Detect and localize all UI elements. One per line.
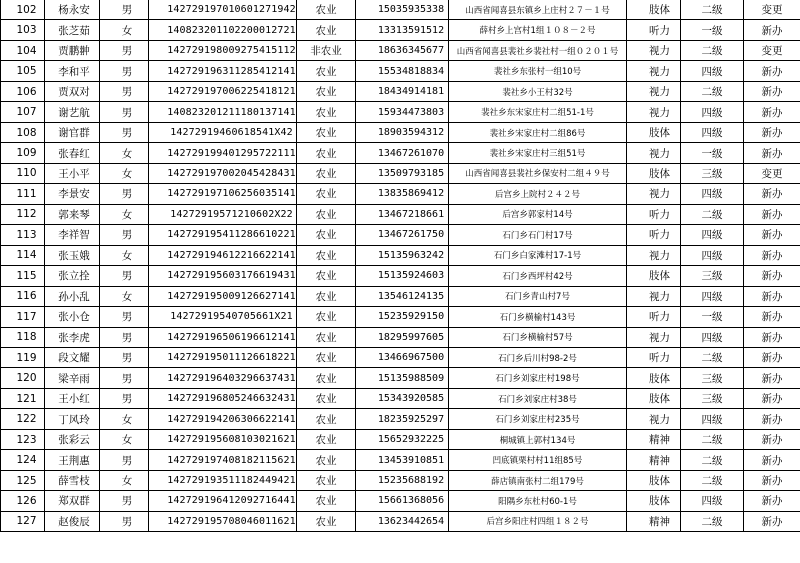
- sex-cell: 男: [100, 368, 149, 388]
- row-number-cell: 111: [1, 184, 45, 204]
- action-cell: 新办: [744, 307, 800, 327]
- table-row: [1, 450, 800, 470]
- row-number-cell: 113: [1, 225, 45, 245]
- name-cell: 孙小乱: [45, 286, 100, 306]
- row-number-cell: 108: [1, 122, 45, 142]
- disability-type-cell: 视力: [627, 245, 681, 265]
- id-number-cell: 140823201211180137141: [149, 102, 297, 122]
- row-number-cell: 124: [1, 450, 45, 470]
- row-number-cell: 102: [1, 0, 45, 20]
- address-cell: 裴社乡宋家庄村二组86号: [449, 122, 627, 142]
- action-cell: 新办: [744, 20, 800, 40]
- table-body: [1, 0, 800, 532]
- household-type-cell: 农业: [297, 122, 356, 142]
- household-type-cell: 非农业: [297, 40, 356, 60]
- row-number-cell: 103: [1, 20, 45, 40]
- address-cell: 石门乡石门村17号: [449, 225, 627, 245]
- action-cell: 新办: [744, 347, 800, 367]
- name-cell: 王荆惠: [45, 450, 100, 470]
- household-type-cell: 农业: [297, 266, 356, 286]
- sex-cell: 女: [100, 204, 149, 224]
- address-cell: 石门乡青山村7号: [449, 286, 627, 306]
- disability-type-cell: 肢体: [627, 0, 681, 20]
- sex-cell: 男: [100, 102, 149, 122]
- table-row: [1, 122, 800, 142]
- name-cell: 谢艺航: [45, 102, 100, 122]
- row-number-cell: 118: [1, 327, 45, 347]
- household-type-cell: 农业: [297, 511, 356, 531]
- sex-cell: 女: [100, 470, 149, 490]
- disability-type-cell: 视力: [627, 286, 681, 306]
- id-number-cell: 142729197006225418121: [149, 81, 297, 101]
- address-cell: 后宫乡上院村２４２号: [449, 184, 627, 204]
- row-number-cell: 117: [1, 307, 45, 327]
- name-cell: 张芝茹: [45, 20, 100, 40]
- name-cell: 张李虎: [45, 327, 100, 347]
- table-row: [1, 266, 800, 286]
- sex-cell: 男: [100, 347, 149, 367]
- row-number-cell: 119: [1, 347, 45, 367]
- household-type-cell: 农业: [297, 0, 356, 20]
- disability-type-cell: 精神: [627, 450, 681, 470]
- action-cell: 新办: [744, 511, 800, 531]
- sex-cell: 女: [100, 245, 149, 265]
- action-cell: 新办: [744, 491, 800, 511]
- table-row: [1, 491, 800, 511]
- address-cell: 桐城镇上郭村134号: [449, 429, 627, 449]
- sex-cell: 男: [100, 388, 149, 408]
- table-row: [1, 184, 800, 204]
- id-number-cell: 142729196403296637431: [149, 368, 297, 388]
- phone-cell: 13466967500: [356, 347, 449, 367]
- disability-level-cell: 三级: [681, 388, 744, 408]
- disability-level-cell: 四级: [681, 327, 744, 347]
- name-cell: 赵俊辰: [45, 511, 100, 531]
- name-cell: 张玉娥: [45, 245, 100, 265]
- action-cell: 新办: [744, 327, 800, 347]
- row-number-cell: 126: [1, 491, 45, 511]
- table-row: [1, 61, 800, 81]
- sex-cell: 男: [100, 122, 149, 142]
- table-row: [1, 470, 800, 490]
- disability-level-cell: 二级: [681, 40, 744, 60]
- id-number-cell: 142729197408182115621: [149, 450, 297, 470]
- id-number-cell: 14272919540705661X21: [149, 307, 297, 327]
- table-row: [1, 81, 800, 101]
- household-type-cell: 农业: [297, 307, 356, 327]
- disability-level-cell: 四级: [681, 225, 744, 245]
- household-type-cell: 农业: [297, 20, 356, 40]
- name-cell: 段文耀: [45, 347, 100, 367]
- disability-level-cell: 四级: [681, 245, 744, 265]
- address-cell: 石门乡刘家庄村38号: [449, 388, 627, 408]
- sex-cell: 男: [100, 450, 149, 470]
- row-number-cell: 114: [1, 245, 45, 265]
- action-cell: 新办: [744, 61, 800, 81]
- row-number-cell: 121: [1, 388, 45, 408]
- row-number-cell: 127: [1, 511, 45, 531]
- household-type-cell: 农业: [297, 143, 356, 163]
- disability-level-cell: 四级: [681, 286, 744, 306]
- name-cell: 李祥智: [45, 225, 100, 245]
- id-number-cell: 142729194612216622141: [149, 245, 297, 265]
- action-cell: 新办: [744, 245, 800, 265]
- address-cell: 石门乡后川村98-2号: [449, 347, 627, 367]
- phone-cell: 15652932225: [356, 429, 449, 449]
- household-type-cell: 农业: [297, 429, 356, 449]
- address-cell: 裴社乡东张村一组10号: [449, 61, 627, 81]
- id-number-cell: 142729199401295722111: [149, 143, 297, 163]
- sex-cell: 男: [100, 491, 149, 511]
- action-cell: 新办: [744, 266, 800, 286]
- disability-type-cell: 肢体: [627, 122, 681, 142]
- action-cell: 新办: [744, 388, 800, 408]
- table-row: [1, 225, 800, 245]
- id-number-cell: 142729196506196612141: [149, 327, 297, 347]
- id-number-cell: 142729195708046011621: [149, 511, 297, 531]
- phone-cell: 15934473803: [356, 102, 449, 122]
- disability-type-cell: 视力: [627, 184, 681, 204]
- disability-level-cell: 三级: [681, 163, 744, 183]
- table-row: [1, 327, 800, 347]
- disability-type-cell: 视力: [627, 61, 681, 81]
- name-cell: 张立拴: [45, 266, 100, 286]
- action-cell: 新办: [744, 143, 800, 163]
- disability-type-cell: 精神: [627, 429, 681, 449]
- name-cell: 张彩云: [45, 429, 100, 449]
- phone-cell: 15035935338: [356, 0, 449, 20]
- action-cell: 变更: [744, 40, 800, 60]
- disability-type-cell: 肢体: [627, 368, 681, 388]
- id-number-cell: 142729196311285412141: [149, 61, 297, 81]
- row-number-cell: 122: [1, 409, 45, 429]
- disability-type-cell: 精神: [627, 511, 681, 531]
- sex-cell: 男: [100, 184, 149, 204]
- household-type-cell: 农业: [297, 388, 356, 408]
- row-number-cell: 123: [1, 429, 45, 449]
- row-number-cell: 109: [1, 143, 45, 163]
- id-number-cell: 142729195011126618221: [149, 347, 297, 367]
- disability-type-cell: 肢体: [627, 470, 681, 490]
- disability-level-cell: 四级: [681, 122, 744, 142]
- sex-cell: 男: [100, 0, 149, 20]
- disability-type-cell: 视力: [627, 102, 681, 122]
- address-cell: 山西省闻喜县东镇乡上庄村２７－１号: [449, 0, 627, 20]
- action-cell: 新办: [744, 204, 800, 224]
- sex-cell: 男: [100, 266, 149, 286]
- disability-level-cell: 二级: [681, 511, 744, 531]
- disability-level-cell: 二级: [681, 470, 744, 490]
- name-cell: 李和平: [45, 61, 100, 81]
- id-number-cell: 142729196805246632431: [149, 388, 297, 408]
- id-number-cell: 142729196412092716441: [149, 491, 297, 511]
- table-row: [1, 143, 800, 163]
- address-cell: 裴社乡小王村32号: [449, 81, 627, 101]
- address-cell: 后宫乡郭家村14号: [449, 204, 627, 224]
- phone-cell: 13835869412: [356, 184, 449, 204]
- disability-level-cell: 二级: [681, 0, 744, 20]
- address-cell: 薛村乡上宫村1组１０８－２号: [449, 20, 627, 40]
- disability-type-cell: 听力: [627, 225, 681, 245]
- disability-type-cell: 肢体: [627, 491, 681, 511]
- disability-level-cell: 一级: [681, 20, 744, 40]
- disability-level-cell: 二级: [681, 204, 744, 224]
- phone-cell: 15135988509: [356, 368, 449, 388]
- row-number-cell: 120: [1, 368, 45, 388]
- table-row: [1, 0, 800, 20]
- id-number-cell: 140823201102200012721: [149, 20, 297, 40]
- name-cell: 谢官群: [45, 122, 100, 142]
- disability-type-cell: 肢体: [627, 163, 681, 183]
- row-number-cell: 125: [1, 470, 45, 490]
- address-cell: 石门乡横榆村143号: [449, 307, 627, 327]
- action-cell: 新办: [744, 450, 800, 470]
- disability-level-cell: 四级: [681, 61, 744, 81]
- address-cell: 石门乡刘家庄村198号: [449, 368, 627, 388]
- sex-cell: 男: [100, 61, 149, 81]
- table-row: [1, 368, 800, 388]
- disability-type-cell: 听力: [627, 20, 681, 40]
- name-cell: 张春红: [45, 143, 100, 163]
- disability-level-cell: 一级: [681, 143, 744, 163]
- id-number-cell: 142729195009126627141: [149, 286, 297, 306]
- phone-cell: 15534818834: [356, 61, 449, 81]
- disability-type-cell: 听力: [627, 307, 681, 327]
- disability-type-cell: 听力: [627, 204, 681, 224]
- phone-cell: 13623442654: [356, 511, 449, 531]
- table-row: [1, 409, 800, 429]
- household-type-cell: 农业: [297, 81, 356, 101]
- disability-level-cell: 二级: [681, 347, 744, 367]
- name-cell: 王小平: [45, 163, 100, 183]
- disability-level-cell: 二级: [681, 429, 744, 449]
- household-type-cell: 农业: [297, 470, 356, 490]
- sex-cell: 男: [100, 327, 149, 347]
- id-number-cell: 142729195603176619431: [149, 266, 297, 286]
- sex-cell: 男: [100, 307, 149, 327]
- id-number-cell: 142729194206306622141: [149, 409, 297, 429]
- id-number-cell: 142729198009275415112: [149, 40, 297, 60]
- address-cell: 山西省闻喜县裴社乡裴社村一组０２０１号: [449, 40, 627, 60]
- address-cell: 石门乡横榆村57号: [449, 327, 627, 347]
- household-type-cell: 农业: [297, 184, 356, 204]
- household-type-cell: 农业: [297, 102, 356, 122]
- sex-cell: 男: [100, 81, 149, 101]
- action-cell: 变更: [744, 0, 800, 20]
- household-type-cell: 农业: [297, 163, 356, 183]
- table-row: [1, 511, 800, 531]
- disability-level-cell: 四级: [681, 184, 744, 204]
- name-cell: 杨永安: [45, 0, 100, 20]
- household-type-cell: 农业: [297, 61, 356, 81]
- household-type-cell: 农业: [297, 204, 356, 224]
- id-number-cell: 14272919460618541X42: [149, 122, 297, 142]
- table-row: [1, 204, 800, 224]
- disability-type-cell: 视力: [627, 327, 681, 347]
- action-cell: 新办: [744, 368, 800, 388]
- disability-type-cell: 肢体: [627, 266, 681, 286]
- phone-cell: 15235929150: [356, 307, 449, 327]
- phone-cell: 18235925297: [356, 409, 449, 429]
- sex-cell: 女: [100, 143, 149, 163]
- phone-cell: 13467218661: [356, 204, 449, 224]
- phone-cell: 13453910851: [356, 450, 449, 470]
- id-number-cell: 142729195411286610221: [149, 225, 297, 245]
- action-cell: 新办: [744, 409, 800, 429]
- sex-cell: 男: [100, 511, 149, 531]
- disability-level-cell: 四级: [681, 102, 744, 122]
- household-type-cell: 农业: [297, 347, 356, 367]
- phone-cell: 18434914181: [356, 81, 449, 101]
- phone-cell: 13546124135: [356, 286, 449, 306]
- table-row: [1, 429, 800, 449]
- row-number-cell: 110: [1, 163, 45, 183]
- action-cell: 新办: [744, 122, 800, 142]
- phone-cell: 13467261070: [356, 143, 449, 163]
- phone-cell: 15343920585: [356, 388, 449, 408]
- disability-type-cell: 视力: [627, 40, 681, 60]
- phone-cell: 18903594312: [356, 122, 449, 142]
- table-row: [1, 307, 800, 327]
- disability-type-cell: 肢体: [627, 388, 681, 408]
- address-cell: 山西省闻喜县裴社乡保安村二组４９号: [449, 163, 627, 183]
- disability-level-cell: 四级: [681, 491, 744, 511]
- table-row: [1, 102, 800, 122]
- disability-type-cell: 听力: [627, 347, 681, 367]
- address-cell: 裴社乡宋家庄村三组51号: [449, 143, 627, 163]
- disability-type-cell: 视力: [627, 409, 681, 429]
- id-number-cell: 142729195608103021621: [149, 429, 297, 449]
- name-cell: 薛雪枝: [45, 470, 100, 490]
- action-cell: 新办: [744, 286, 800, 306]
- sex-cell: 女: [100, 429, 149, 449]
- disability-level-cell: 三级: [681, 266, 744, 286]
- household-type-cell: 农业: [297, 491, 356, 511]
- name-cell: 丁风玲: [45, 409, 100, 429]
- household-type-cell: 农业: [297, 450, 356, 470]
- phone-cell: 18295997605: [356, 327, 449, 347]
- row-number-cell: 107: [1, 102, 45, 122]
- name-cell: 贾双对: [45, 81, 100, 101]
- action-cell: 新办: [744, 225, 800, 245]
- address-cell: 薛店镇南张村二组179号: [449, 470, 627, 490]
- address-cell: 石门乡白家滩村17-1号: [449, 245, 627, 265]
- disability-type-cell: 视力: [627, 143, 681, 163]
- phone-cell: 13509793185: [356, 163, 449, 183]
- address-cell: 后宫乡阳庄村四组１８２号: [449, 511, 627, 531]
- name-cell: 郭来琴: [45, 204, 100, 224]
- row-number-cell: 115: [1, 266, 45, 286]
- phone-cell: 13467261750: [356, 225, 449, 245]
- row-number-cell: 116: [1, 286, 45, 306]
- address-cell: 凹底镇栗村村11组85号: [449, 450, 627, 470]
- table-row: [1, 20, 800, 40]
- disability-level-cell: 三级: [681, 368, 744, 388]
- name-cell: 梁辛雨: [45, 368, 100, 388]
- name-cell: 贾鹏翀: [45, 40, 100, 60]
- household-type-cell: 农业: [297, 368, 356, 388]
- phone-cell: 13313591512: [356, 20, 449, 40]
- disability-level-cell: 二级: [681, 450, 744, 470]
- sex-cell: 男: [100, 225, 149, 245]
- row-number-cell: 106: [1, 81, 45, 101]
- action-cell: 新办: [744, 429, 800, 449]
- phone-cell: 15661368056: [356, 491, 449, 511]
- sex-cell: 男: [100, 40, 149, 60]
- disability-level-cell: 二级: [681, 81, 744, 101]
- phone-cell: 18636345677: [356, 40, 449, 60]
- table-row: [1, 347, 800, 367]
- name-cell: 张小仓: [45, 307, 100, 327]
- household-type-cell: 农业: [297, 245, 356, 265]
- name-cell: 李景安: [45, 184, 100, 204]
- table-row: [1, 40, 800, 60]
- disability-level-cell: 一级: [681, 307, 744, 327]
- action-cell: 新办: [744, 470, 800, 490]
- sex-cell: 女: [100, 163, 149, 183]
- household-type-cell: 农业: [297, 286, 356, 306]
- table-row: [1, 163, 800, 183]
- action-cell: 新办: [744, 102, 800, 122]
- address-cell: 石门乡刘家庄村235号: [449, 409, 627, 429]
- table-row: [1, 388, 800, 408]
- action-cell: 变更: [744, 163, 800, 183]
- table-row: [1, 245, 800, 265]
- phone-cell: 15135963242: [356, 245, 449, 265]
- row-number-cell: 105: [1, 61, 45, 81]
- id-number-cell: 14272919571210602X22: [149, 204, 297, 224]
- row-number-cell: 112: [1, 204, 45, 224]
- address-cell: 裴社乡东宋家庄村二组51-1号: [449, 102, 627, 122]
- household-type-cell: 农业: [297, 327, 356, 347]
- table-row: [1, 286, 800, 306]
- disability-type-cell: 视力: [627, 81, 681, 101]
- name-cell: 王小红: [45, 388, 100, 408]
- sex-cell: 女: [100, 20, 149, 40]
- sex-cell: 女: [100, 286, 149, 306]
- address-cell: 石门乡西坪村42号: [449, 266, 627, 286]
- id-number-cell: 142729197010601271942: [149, 0, 297, 20]
- name-cell: 郑双群: [45, 491, 100, 511]
- row-number-cell: 104: [1, 40, 45, 60]
- household-type-cell: 农业: [297, 409, 356, 429]
- id-number-cell: 142729197106256035141: [149, 184, 297, 204]
- disability-level-cell: 四级: [681, 409, 744, 429]
- household-type-cell: 农业: [297, 225, 356, 245]
- address-cell: 阳隅乡东杜村60-1号: [449, 491, 627, 511]
- id-number-cell: 142729197002045428431: [149, 163, 297, 183]
- action-cell: 新办: [744, 184, 800, 204]
- id-number-cell: 142729193511182449421: [149, 470, 297, 490]
- sex-cell: 女: [100, 409, 149, 429]
- action-cell: 新办: [744, 81, 800, 101]
- phone-cell: 15235688192: [356, 470, 449, 490]
- phone-cell: 15135924603: [356, 266, 449, 286]
